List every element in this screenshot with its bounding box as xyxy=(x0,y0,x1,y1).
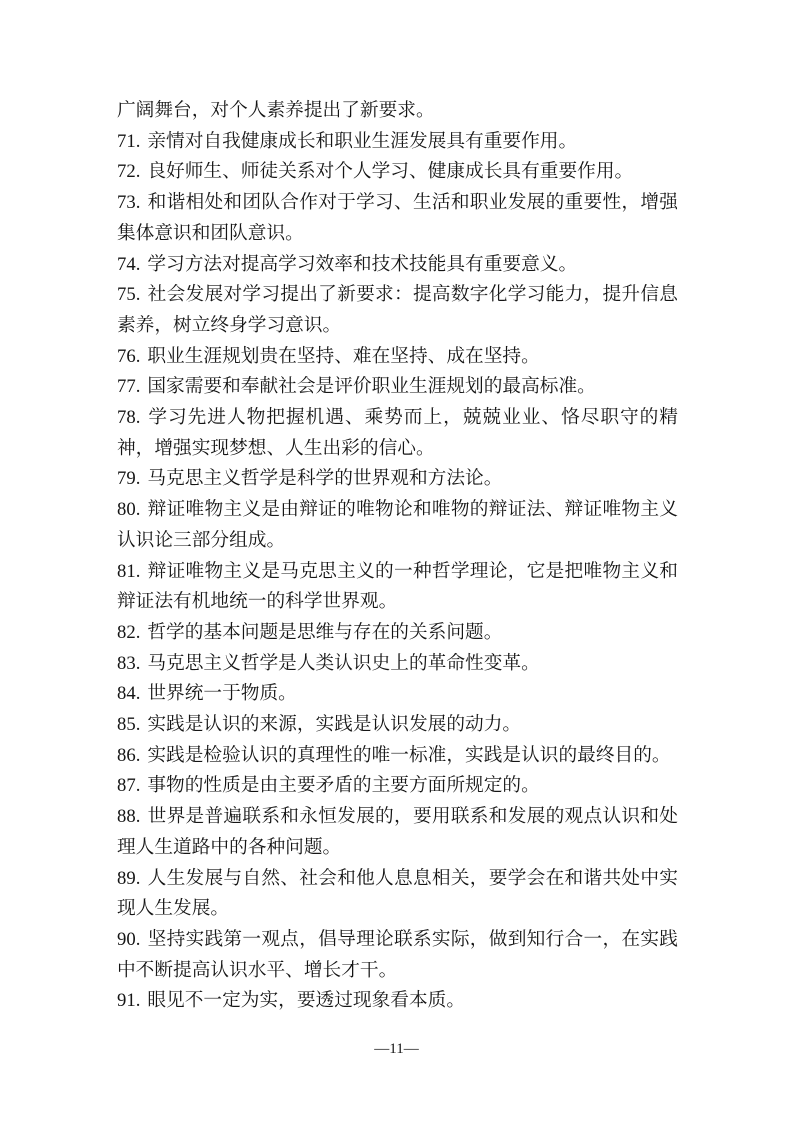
continuation-text: 广阔舞台，对个人素养提出了新要求。 xyxy=(117,100,435,121)
item-number: 75. xyxy=(117,284,141,306)
item-number: 73. xyxy=(117,192,141,214)
list-item-85 xyxy=(117,710,678,741)
item-text: 事物的性质是由主要矛盾的主要方面所规定的。 xyxy=(147,775,540,797)
item-text: 马克思主义哲学是人类认识史上的革命性变革。 xyxy=(147,652,540,674)
item-text: 国家需要和奉献社会是评价职业生涯规划的最高标准。 xyxy=(147,376,596,398)
item-number: 87. xyxy=(117,775,141,797)
item-text: 学习方法对提高学习效率和技术技能具有重要意义。 xyxy=(147,253,578,275)
item-number: 78. xyxy=(117,407,141,429)
item-text: 和谐相处和团队合作对于学习、生活和职业发展的重要性，增强集体意识和团队意识。 xyxy=(117,192,678,244)
item-number: 71. xyxy=(117,130,141,152)
list-item-83 xyxy=(117,649,678,680)
list-item-87 xyxy=(117,771,678,802)
item-text: 实践是检验认识的真理性的唯一标准，实践是认识的最终目的。 xyxy=(147,744,671,766)
list-item-76 xyxy=(117,342,678,373)
item-number: 74. xyxy=(117,253,141,275)
list-item-75 xyxy=(117,280,678,341)
item-number: 85. xyxy=(117,714,141,736)
item-text: 实践是认识的来源，实践是认识发展的动力。 xyxy=(147,714,522,736)
item-text: 世界是普遍联系和永恒发展的，要用联系和发展的观点认识和处理人生道路中的各种问题。 xyxy=(117,806,678,858)
list-item-88 xyxy=(117,802,678,863)
list-item-81 xyxy=(117,557,678,618)
list-item-72 xyxy=(117,157,678,188)
item-number: 83. xyxy=(117,652,141,674)
item-number: 89. xyxy=(117,867,141,889)
item-text: 人生发展与自然、社会和他人息息相关，要学会在和谐共处中实现人生发展。 xyxy=(117,867,678,920)
list-item-79 xyxy=(117,464,678,495)
list-item-86 xyxy=(117,741,678,772)
list-item-89 xyxy=(117,864,678,925)
document-content xyxy=(117,96,678,1017)
item-number: 80. xyxy=(117,499,141,521)
page-footer xyxy=(0,1040,793,1058)
list-item-82 xyxy=(117,618,678,649)
list-item-91 xyxy=(117,986,678,1017)
list-item-77 xyxy=(117,372,678,403)
list-item-78 xyxy=(117,403,678,464)
item-text: 学习先进人物把握机遇、乘势而上，兢兢业业、恪尽职守的精神，增强实现梦想、人生出彩的信心。 xyxy=(117,407,678,459)
item-number: 88. xyxy=(117,806,141,828)
item-text: 辩证唯物主义是由辩证的唯物论和唯物的辩证法、辩证唯物主义认识论三部分组成。 xyxy=(117,499,678,551)
page-number: —11— xyxy=(374,1041,419,1057)
item-text: 哲学的基本问题是思维与存在的关系问题。 xyxy=(147,621,503,643)
item-number: 79. xyxy=(117,468,141,490)
item-text: 马克思主义哲学是科学的世界观和方法论。 xyxy=(147,468,503,490)
list-item-71 xyxy=(117,127,678,158)
list-item-84 xyxy=(117,679,678,710)
item-number: 77. xyxy=(117,376,141,398)
item-text: 世界统一于物质。 xyxy=(147,683,297,705)
item-text: 职业生涯规划贵在坚持、难在坚持、成在坚持。 xyxy=(147,345,540,367)
list-item-73 xyxy=(117,188,678,249)
item-number: 86. xyxy=(117,744,141,766)
item-number: 90. xyxy=(117,928,141,950)
item-number: 84. xyxy=(117,683,141,705)
item-number: 72. xyxy=(117,161,141,183)
item-number: 91. xyxy=(117,990,141,1012)
list-item-90 xyxy=(117,925,678,986)
continuation-line xyxy=(117,96,678,127)
item-number: 76. xyxy=(117,345,141,367)
item-text: 辩证唯物主义是马克思主义的一种哲学理论，它是把唯物主义和辩证法有机地统一的科学世界观。 xyxy=(117,560,678,613)
list-item-80 xyxy=(117,495,678,556)
item-text: 社会发展对学习提出了新要求：提高数字化学习能力，提升信息素养，树立终身学习意识。 xyxy=(117,284,678,336)
list-item-74 xyxy=(117,250,678,281)
item-number: 81. xyxy=(117,560,141,582)
item-text: 坚持实践第一观点，倡导理论联系实际，做到知行合一，在实践中不断提高认识水平、增长才干。 xyxy=(117,928,678,981)
item-text: 亲情对自我健康成长和职业生涯发展具有重要作用。 xyxy=(147,130,578,152)
item-text: 眼见不一定为实，要透过现象看本质。 xyxy=(147,990,466,1012)
item-number: 82. xyxy=(117,621,141,643)
item-text: 良好师生、师徒关系对个人学习、健康成长具有重要作用。 xyxy=(147,161,634,183)
